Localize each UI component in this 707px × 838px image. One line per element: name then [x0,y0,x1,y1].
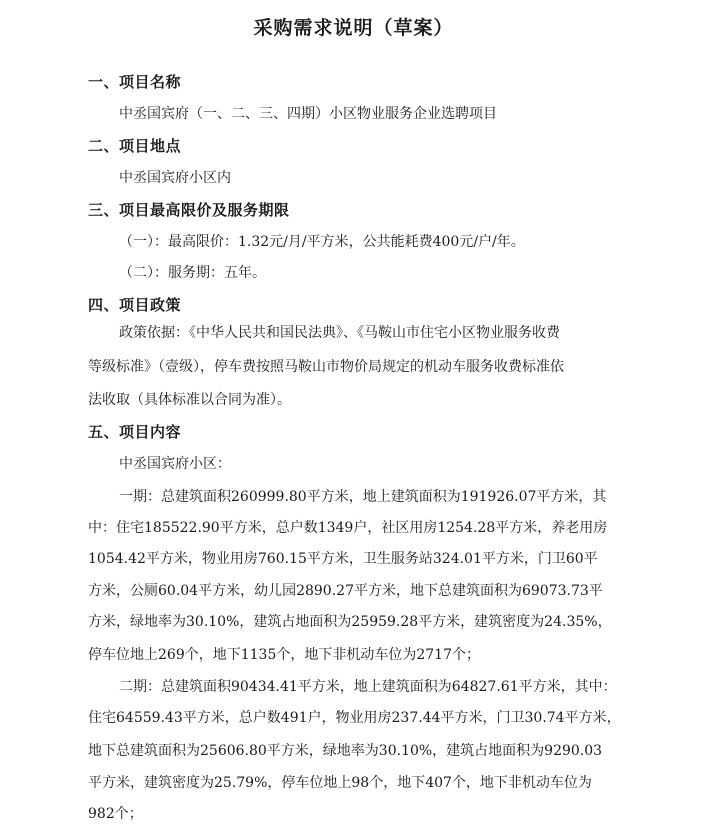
phase2-line: 地下总建筑面积为25606.80平方米，绿地率为30.10%，建筑占地面积为9290.03 [88,743,603,759]
community-intro: 中丞国宾府小区： [119,456,231,472]
section-heading-project-name: 一、项目名称 [88,73,182,91]
phase2-line: 住宅64559.43平方米，总户数491户，物业用房237.44平方米，门卫30.74平方米， [88,710,621,726]
section-heading-project-location: 二、项目地点 [88,137,182,155]
phase1-line: 方米，公厕60.04平方米，幼儿园2890.27平方米，地下总建筑面积为69073.73平 [88,583,603,599]
phase1-line: 1054.42平方米，物业用房760.15平方米，卫生服务站324.01平方米，门卫60平 [88,551,598,567]
phase1-line: 方米，绿地率为30.10%，建筑占地面积为25959.28平方米，建筑密度为24.35%， [88,614,612,630]
phase1-line: 中：住宅185522.90平方米，总户数1349户，社区用房1254.28平方米，养老用房 [88,520,608,536]
policy-line: 等级标准》（壹级），停车费按照马鞍山市物价局规定的机动车服务收费标准依 [88,359,564,375]
phase1-line: 一期：总建筑面积260999.80平方米，地上建筑面积为191926.07平方米，其 [119,489,607,505]
section-heading-project-content: 五、项目内容 [88,423,182,441]
project-location-text: 中丞国宾府小区内 [119,170,231,186]
phase2-line: 982个； [88,806,143,822]
service-period-item: （二）：服务期：五年。 [119,265,266,281]
document-title: 采购需求说明（草案） [253,17,454,39]
phase2-line: 平方米，建筑密度为25.79%，停车位地上98个，地下407个，地下非机动车位为 [88,775,592,791]
section-heading-price-and-period: 三、项目最高限价及服务期限 [88,201,290,219]
max-price-item: （一）：最高限价：1.32元/月/平方米，公共能耗费400元/户/年。 [119,234,525,250]
phase2-line: 二期：总建筑面积90434.41平方米，地上建筑面积为64827.61平方米，其中： [119,679,617,695]
phase1-line: 停车位地上269个，地下1135个，地下非机动车位为2717个； [88,647,480,663]
policy-line: 法收取（具体标准以合同为准）。 [88,392,291,408]
project-name-text: 中丞国宾府（一、二、三、四期）小区物业服务企业选聘项目 [119,106,497,122]
section-heading-project-policy: 四、项目政策 [88,296,182,314]
policy-line: 政策依据：《中华人民共和国民法典》、《马鞍山市住宅小区物业服务收费 [119,325,560,341]
